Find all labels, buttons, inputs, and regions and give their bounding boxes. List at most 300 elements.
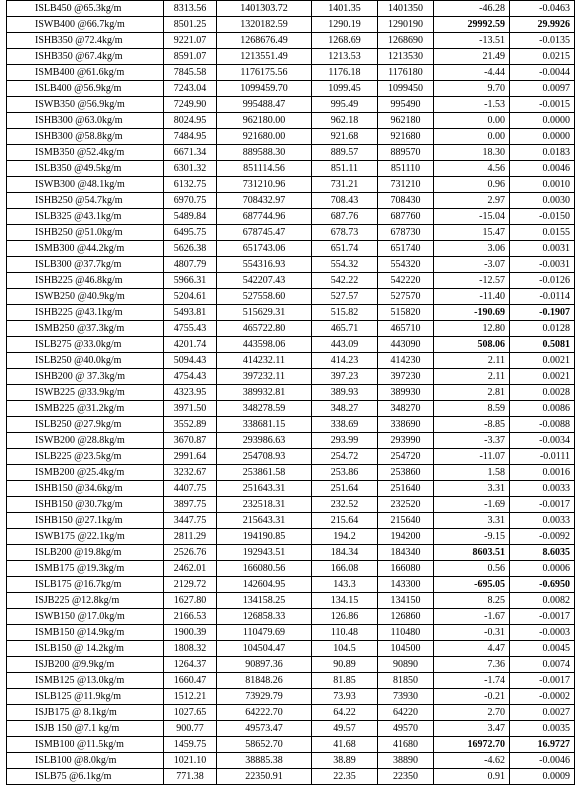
value-rounded-cell: 708430 [378, 193, 434, 209]
percent-difference-cell: -0.0088 [510, 417, 575, 433]
value-scaled-cell: 397.23 [312, 369, 378, 385]
percent-difference-cell: 0.0074 [510, 657, 575, 673]
area-cell: 1900.39 [164, 625, 217, 641]
difference-cell: -0.21 [434, 689, 510, 705]
table-row [7, 289, 575, 305]
area-cell: 1808.32 [164, 641, 217, 657]
value-scaled-cell: 1213.53 [312, 49, 378, 65]
percent-difference-cell: -0.0034 [510, 433, 575, 449]
percent-difference-cell: 0.0033 [510, 481, 575, 497]
value-cell: 90897.36 [217, 657, 312, 673]
area-cell: 4201.74 [164, 337, 217, 353]
value-cell: 995488.47 [217, 97, 312, 113]
area-cell: 4807.79 [164, 257, 217, 273]
area-cell: 1027.65 [164, 705, 217, 721]
value-cell: 194190.85 [217, 529, 312, 545]
value-rounded-cell: 678730 [378, 225, 434, 241]
table-row [7, 177, 575, 193]
section-name-cell: ISWB350 @56.9kg/m [7, 97, 164, 113]
percent-difference-cell: -0.6950 [510, 577, 575, 593]
percent-difference-cell: -0.0003 [510, 625, 575, 641]
percent-difference-cell: 0.0006 [510, 561, 575, 577]
value-rounded-cell: 1176180 [378, 65, 434, 81]
table-row [7, 305, 575, 321]
value-rounded-cell: 348270 [378, 401, 434, 417]
table-row [7, 737, 575, 753]
table-row [7, 593, 575, 609]
area-cell: 7249.90 [164, 97, 217, 113]
section-name-cell: ISHB225 @46.8kg/m [7, 273, 164, 289]
value-cell: 58652.70 [217, 737, 312, 753]
difference-cell: -11.07 [434, 449, 510, 465]
value-scaled-cell: 414.23 [312, 353, 378, 369]
value-cell: 851114.56 [217, 161, 312, 177]
table-row [7, 241, 575, 257]
value-cell: 232518.31 [217, 497, 312, 513]
value-rounded-cell: 851110 [378, 161, 434, 177]
section-name-cell: ISHB350 @67.4kg/m [7, 49, 164, 65]
value-rounded-cell: 687760 [378, 209, 434, 225]
area-cell: 8501.25 [164, 17, 217, 33]
area-cell: 2129.72 [164, 577, 217, 593]
area-cell: 6495.75 [164, 225, 217, 241]
table-row [7, 1, 575, 17]
table-body [7, 1, 575, 785]
value-rounded-cell: 293990 [378, 433, 434, 449]
difference-cell: 0.00 [434, 129, 510, 145]
value-cell: 1213551.49 [217, 49, 312, 65]
value-cell: 651743.06 [217, 241, 312, 257]
table-row [7, 481, 575, 497]
difference-cell: -1.53 [434, 97, 510, 113]
area-cell: 1264.37 [164, 657, 217, 673]
percent-difference-cell: -0.0135 [510, 33, 575, 49]
area-cell: 1021.10 [164, 753, 217, 769]
difference-cell: 9.70 [434, 81, 510, 97]
value-scaled-cell: 104.5 [312, 641, 378, 657]
value-cell: 215643.31 [217, 513, 312, 529]
value-scaled-cell: 22.35 [312, 769, 378, 785]
value-cell: 142604.95 [217, 577, 312, 593]
section-name-cell: ISLB225 @23.5kg/m [7, 449, 164, 465]
difference-cell: 2.70 [434, 705, 510, 721]
value-rounded-cell: 527570 [378, 289, 434, 305]
difference-cell: -1.69 [434, 497, 510, 513]
section-name-cell: ISMB300 @44.2kg/m [7, 241, 164, 257]
table-row [7, 625, 575, 641]
percent-difference-cell: -0.0002 [510, 689, 575, 705]
value-rounded-cell: 253860 [378, 465, 434, 481]
area-cell: 8313.56 [164, 1, 217, 17]
area-cell: 5626.38 [164, 241, 217, 257]
section-name-cell: ISMB200 @25.4kg/m [7, 465, 164, 481]
value-cell: 389932.81 [217, 385, 312, 401]
value-rounded-cell: 194200 [378, 529, 434, 545]
difference-cell: -46.28 [434, 1, 510, 17]
table-row [7, 449, 575, 465]
section-name-cell: ISMB175 @19.3kg/m [7, 561, 164, 577]
value-scaled-cell: 38.89 [312, 753, 378, 769]
value-cell: 731210.96 [217, 177, 312, 193]
value-scaled-cell: 134.15 [312, 593, 378, 609]
area-cell: 3552.89 [164, 417, 217, 433]
difference-cell: -1.67 [434, 609, 510, 625]
value-scaled-cell: 41.68 [312, 737, 378, 753]
value-cell: 554316.93 [217, 257, 312, 273]
difference-cell: -1.74 [434, 673, 510, 689]
area-cell: 2462.01 [164, 561, 217, 577]
table-row [7, 321, 575, 337]
difference-cell: 508.06 [434, 337, 510, 353]
value-scaled-cell: 215.64 [312, 513, 378, 529]
value-cell: 542207.43 [217, 273, 312, 289]
section-name-cell: ISLB75 @6.1kg/m [7, 769, 164, 785]
table-row [7, 401, 575, 417]
value-scaled-cell: 889.57 [312, 145, 378, 161]
value-cell: 81848.26 [217, 673, 312, 689]
value-scaled-cell: 348.27 [312, 401, 378, 417]
percent-difference-cell: 0.0016 [510, 465, 575, 481]
difference-cell: -3.07 [434, 257, 510, 273]
area-cell: 5204.61 [164, 289, 217, 305]
table-row [7, 529, 575, 545]
value-rounded-cell: 1401350 [378, 1, 434, 17]
value-scaled-cell: 554.32 [312, 257, 378, 273]
value-scaled-cell: 64.22 [312, 705, 378, 721]
section-name-cell: ISJB 150 @7.1 kg/m [7, 721, 164, 737]
table-row [7, 721, 575, 737]
value-cell: 192943.51 [217, 545, 312, 561]
section-name-cell: ISMB350 @52.4kg/m [7, 145, 164, 161]
area-cell: 900.77 [164, 721, 217, 737]
section-name-cell: ISLB325 @43.1kg/m [7, 209, 164, 225]
area-cell: 2526.76 [164, 545, 217, 561]
difference-cell: 3.31 [434, 481, 510, 497]
percent-difference-cell: 0.0045 [510, 641, 575, 657]
area-cell: 771.38 [164, 769, 217, 785]
value-cell: 338681.15 [217, 417, 312, 433]
difference-cell: 16972.70 [434, 737, 510, 753]
section-name-cell: ISHB250 @51.0kg/m [7, 225, 164, 241]
percent-difference-cell: 0.0010 [510, 177, 575, 193]
percent-difference-cell: 0.0215 [510, 49, 575, 65]
section-name-cell: ISLB175 @16.7kg/m [7, 577, 164, 593]
area-cell: 3670.87 [164, 433, 217, 449]
value-scaled-cell: 708.43 [312, 193, 378, 209]
difference-cell: 0.00 [434, 113, 510, 129]
difference-cell: 18.30 [434, 145, 510, 161]
value-rounded-cell: 1290190 [378, 17, 434, 33]
value-scaled-cell: 166.08 [312, 561, 378, 577]
area-cell: 7845.58 [164, 65, 217, 81]
value-rounded-cell: 73930 [378, 689, 434, 705]
area-cell: 6301.32 [164, 161, 217, 177]
value-cell: 465722.80 [217, 321, 312, 337]
value-rounded-cell: 81850 [378, 673, 434, 689]
difference-cell: -11.40 [434, 289, 510, 305]
area-cell: 2811.29 [164, 529, 217, 545]
percent-difference-cell: -0.0126 [510, 273, 575, 289]
table-row [7, 577, 575, 593]
value-rounded-cell: 338690 [378, 417, 434, 433]
value-rounded-cell: 962180 [378, 113, 434, 129]
difference-cell: 15.47 [434, 225, 510, 241]
value-scaled-cell: 338.69 [312, 417, 378, 433]
percent-difference-cell: -0.0017 [510, 497, 575, 513]
area-cell: 5493.81 [164, 305, 217, 321]
difference-cell: -0.31 [434, 625, 510, 641]
section-name-cell: ISJB200 @9.9kg/m [7, 657, 164, 673]
section-name-cell: ISLB250 @27.9kg/m [7, 417, 164, 433]
section-name-cell: ISMB250 @37.3kg/m [7, 321, 164, 337]
percent-difference-cell: -0.0463 [510, 1, 575, 17]
difference-cell: 7.36 [434, 657, 510, 673]
difference-cell: -15.04 [434, 209, 510, 225]
table-row [7, 145, 575, 161]
value-cell: 254708.93 [217, 449, 312, 465]
section-name-cell: ISLB350 @49.5kg/m [7, 161, 164, 177]
value-scaled-cell: 73.93 [312, 689, 378, 705]
difference-cell: -695.05 [434, 577, 510, 593]
table-row [7, 657, 575, 673]
value-scaled-cell: 851.11 [312, 161, 378, 177]
section-name-cell: ISWB250 @40.9kg/m [7, 289, 164, 305]
value-scaled-cell: 443.09 [312, 337, 378, 353]
value-scaled-cell: 527.57 [312, 289, 378, 305]
area-cell: 1459.75 [164, 737, 217, 753]
percent-difference-cell: 0.0027 [510, 705, 575, 721]
value-cell: 73929.79 [217, 689, 312, 705]
section-name-cell: ISMB400 @61.6kg/m [7, 65, 164, 81]
percent-difference-cell: 0.0021 [510, 369, 575, 385]
value-cell: 134158.25 [217, 593, 312, 609]
area-cell: 7243.04 [164, 81, 217, 97]
table-row [7, 113, 575, 129]
table-row [7, 17, 575, 33]
area-cell: 9221.07 [164, 33, 217, 49]
area-cell: 6970.75 [164, 193, 217, 209]
value-cell: 921680.00 [217, 129, 312, 145]
value-cell: 166080.56 [217, 561, 312, 577]
value-cell: 443598.06 [217, 337, 312, 353]
value-cell: 1176175.56 [217, 65, 312, 81]
value-rounded-cell: 232520 [378, 497, 434, 513]
area-cell: 2166.53 [164, 609, 217, 625]
area-cell: 5966.31 [164, 273, 217, 289]
section-name-cell: ISLB200 @19.8kg/m [7, 545, 164, 561]
section-name-cell: ISHB350 @72.4kg/m [7, 33, 164, 49]
value-cell: 104504.47 [217, 641, 312, 657]
table-row [7, 433, 575, 449]
section-name-cell: ISJB175 @ 8.1kg/m [7, 705, 164, 721]
table-row [7, 225, 575, 241]
section-name-cell: ISLB275 @33.0kg/m [7, 337, 164, 353]
difference-cell: 0.91 [434, 769, 510, 785]
percent-difference-cell: 0.0000 [510, 129, 575, 145]
difference-cell: 2.11 [434, 369, 510, 385]
area-cell: 4755.43 [164, 321, 217, 337]
table-row [7, 33, 575, 49]
value-cell: 293986.63 [217, 433, 312, 449]
table-row [7, 273, 575, 289]
value-cell: 22350.91 [217, 769, 312, 785]
value-scaled-cell: 90.89 [312, 657, 378, 673]
area-cell: 6132.75 [164, 177, 217, 193]
area-cell: 8591.07 [164, 49, 217, 65]
section-name-cell: ISHB150 @27.1kg/m [7, 513, 164, 529]
area-cell: 4407.75 [164, 481, 217, 497]
value-cell: 251643.31 [217, 481, 312, 497]
value-cell: 126858.33 [217, 609, 312, 625]
value-rounded-cell: 554320 [378, 257, 434, 273]
value-rounded-cell: 414230 [378, 353, 434, 369]
value-rounded-cell: 215640 [378, 513, 434, 529]
value-cell: 64222.70 [217, 705, 312, 721]
value-scaled-cell: 1099.45 [312, 81, 378, 97]
value-rounded-cell: 90890 [378, 657, 434, 673]
difference-cell: -13.51 [434, 33, 510, 49]
table-row [7, 561, 575, 577]
difference-cell: -9.15 [434, 529, 510, 545]
value-cell: 1099459.70 [217, 81, 312, 97]
difference-cell: 12.80 [434, 321, 510, 337]
value-rounded-cell: 143300 [378, 577, 434, 593]
value-rounded-cell: 38890 [378, 753, 434, 769]
percent-difference-cell: 0.0031 [510, 241, 575, 257]
section-name-cell: ISLB450 @65.3kg/m [7, 1, 164, 17]
area-cell: 1660.47 [164, 673, 217, 689]
value-scaled-cell: 542.22 [312, 273, 378, 289]
difference-cell: 21.49 [434, 49, 510, 65]
section-name-cell: ISMB100 @11.5kg/m [7, 737, 164, 753]
value-rounded-cell: 397230 [378, 369, 434, 385]
section-name-cell: ISWB175 @22.1kg/m [7, 529, 164, 545]
difference-cell: 8603.51 [434, 545, 510, 561]
section-name-cell: ISMB125 @13.0kg/m [7, 673, 164, 689]
value-cell: 708432.97 [217, 193, 312, 209]
percent-difference-cell: -0.0044 [510, 65, 575, 81]
section-name-cell: ISHB300 @58.8kg/m [7, 129, 164, 145]
section-name-cell: ISLB300 @37.7kg/m [7, 257, 164, 273]
percent-difference-cell: -0.0150 [510, 209, 575, 225]
percent-difference-cell: 0.0000 [510, 113, 575, 129]
table-row [7, 497, 575, 513]
difference-cell: 3.31 [434, 513, 510, 529]
area-cell: 3897.75 [164, 497, 217, 513]
area-cell: 2991.64 [164, 449, 217, 465]
value-scaled-cell: 254.72 [312, 449, 378, 465]
section-properties-table [6, 0, 575, 785]
value-cell: 1320182.59 [217, 17, 312, 33]
value-cell: 414232.11 [217, 353, 312, 369]
table-row [7, 385, 575, 401]
difference-cell: 4.47 [434, 641, 510, 657]
value-scaled-cell: 995.49 [312, 97, 378, 113]
percent-difference-cell: -0.0092 [510, 529, 575, 545]
percent-difference-cell: -0.0015 [510, 97, 575, 113]
value-cell: 687744.96 [217, 209, 312, 225]
area-cell: 1627.80 [164, 593, 217, 609]
area-cell: 8024.95 [164, 113, 217, 129]
value-scaled-cell: 515.82 [312, 305, 378, 321]
area-cell: 4323.95 [164, 385, 217, 401]
value-rounded-cell: 1099450 [378, 81, 434, 97]
value-scaled-cell: 465.71 [312, 321, 378, 337]
value-rounded-cell: 1213530 [378, 49, 434, 65]
value-scaled-cell: 49.57 [312, 721, 378, 737]
value-rounded-cell: 651740 [378, 241, 434, 257]
value-scaled-cell: 143.3 [312, 577, 378, 593]
section-name-cell: ISJB225 @12.8kg/m [7, 593, 164, 609]
section-name-cell: ISWB400 @66.7kg/m [7, 17, 164, 33]
value-rounded-cell: 515820 [378, 305, 434, 321]
percent-difference-cell: 0.0128 [510, 321, 575, 337]
difference-cell: -3.37 [434, 433, 510, 449]
value-scaled-cell: 126.86 [312, 609, 378, 625]
percent-difference-cell: 16.9727 [510, 737, 575, 753]
value-rounded-cell: 126860 [378, 609, 434, 625]
area-cell: 5489.84 [164, 209, 217, 225]
difference-cell: 4.56 [434, 161, 510, 177]
area-cell: 3971.50 [164, 401, 217, 417]
value-scaled-cell: 921.68 [312, 129, 378, 145]
value-cell: 38885.38 [217, 753, 312, 769]
value-rounded-cell: 64220 [378, 705, 434, 721]
value-scaled-cell: 110.48 [312, 625, 378, 641]
value-scaled-cell: 1268.69 [312, 33, 378, 49]
table-row [7, 209, 575, 225]
percent-difference-cell: -0.0017 [510, 673, 575, 689]
percent-difference-cell: 0.0082 [510, 593, 575, 609]
value-scaled-cell: 651.74 [312, 241, 378, 257]
value-scaled-cell: 1176.18 [312, 65, 378, 81]
section-name-cell: ISWB300 @48.1kg/m [7, 177, 164, 193]
percent-difference-cell: -0.0114 [510, 289, 575, 305]
section-name-cell: ISHB150 @30.7kg/m [7, 497, 164, 513]
percent-difference-cell: 0.0155 [510, 225, 575, 241]
value-rounded-cell: 251640 [378, 481, 434, 497]
difference-cell: 2.97 [434, 193, 510, 209]
value-scaled-cell: 1290.19 [312, 17, 378, 33]
table-row [7, 81, 575, 97]
value-scaled-cell: 232.52 [312, 497, 378, 513]
percent-difference-cell: -0.0111 [510, 449, 575, 465]
value-rounded-cell: 166080 [378, 561, 434, 577]
section-name-cell: ISLB250 @40.0kg/m [7, 353, 164, 369]
value-cell: 397232.11 [217, 369, 312, 385]
percent-difference-cell: 0.0033 [510, 513, 575, 529]
table-row [7, 545, 575, 561]
difference-cell: 8.25 [434, 593, 510, 609]
table-row [7, 513, 575, 529]
section-name-cell: ISHB250 @54.7kg/m [7, 193, 164, 209]
difference-cell: -4.44 [434, 65, 510, 81]
value-scaled-cell: 1401.35 [312, 1, 378, 17]
value-scaled-cell: 687.76 [312, 209, 378, 225]
value-rounded-cell: 542220 [378, 273, 434, 289]
difference-cell: 29992.59 [434, 17, 510, 33]
table-row [7, 705, 575, 721]
section-name-cell: ISWB225 @33.9kg/m [7, 385, 164, 401]
value-cell: 253861.58 [217, 465, 312, 481]
section-name-cell: ISHB200 @ 37.3kg/m [7, 369, 164, 385]
value-rounded-cell: 49570 [378, 721, 434, 737]
table-row [7, 641, 575, 657]
value-scaled-cell: 962.18 [312, 113, 378, 129]
value-scaled-cell: 194.2 [312, 529, 378, 545]
percent-difference-cell: 0.0009 [510, 769, 575, 785]
percent-difference-cell: 8.6035 [510, 545, 575, 561]
